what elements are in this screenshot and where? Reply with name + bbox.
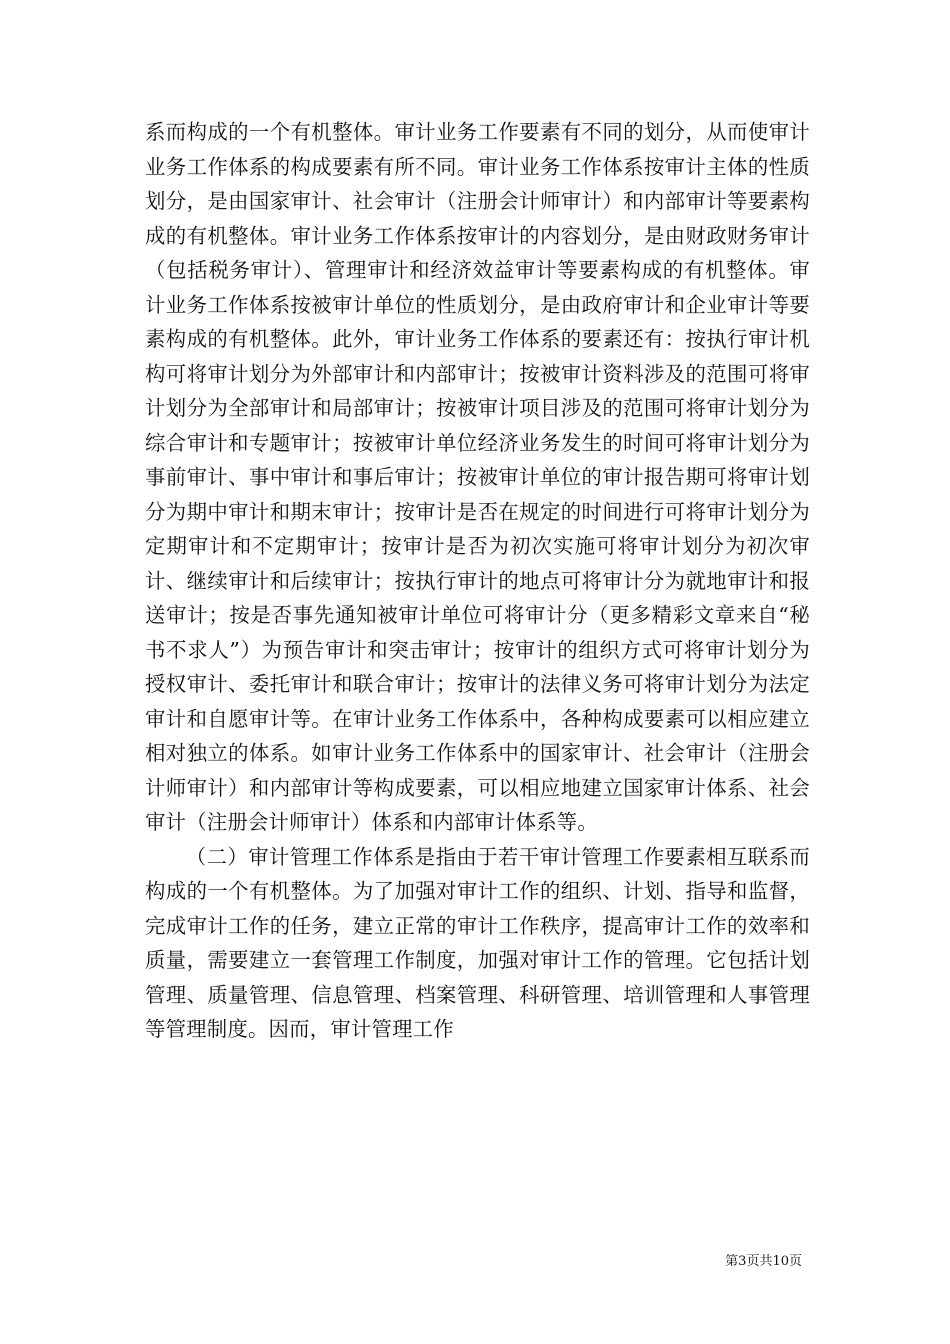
body-paragraph-1: 系而构成的一个有机整体。审计业务工作要素有不同的划分，从而使审计业务工作体系的构成要素有所不同。审计业务工作体系按审计主体的性质划分，是由国家审计、社会审计（注册会计师审计）和内部审计等要素构成的有机整体。审计业务工作体系按审计的内容划分，是由财政财务审计（包括税务审计）、管理审计和经济效益审计等要素构成的有机整体。审计业务工作体系按被审计单位的性质划分，是由政府审计和企业审计等要素构成的有机整体。此外，审计业务工作体系的要素还有：按执行审计机构可将审计划分为外部审计和内部审计；按被审计资料涉及的范围可将审计划分为全部审计和局部审计；按被审计项目涉及的范围可将审计划分为综合审计和专题审计；按被审计单位经济业务发生的时间可将审计划分为事前审计、事中审计和事后审计；按被审计单位的审计报告期可将审计划分为期中审计和期末审计；按审计是否在规定的时间进行可将审计划分为定期审计和不定期审计；按审计是否为初次实施可将审计划分为初次审计、继续审计和后续审计；按执行审计的地点可将审计分为就地审计和报送审计；按是否事先通知被审计单位可将审计分（更多精彩文章来自“秘书不求人”）为预告审计和突击审计；按审计的组织方式可将审计划分为授权审计、委托审计和联合审计；按审计的法律义务可将审计划分为法定审计和自愿审计等。在审计业务工作体系中，各种构成要素可以相应建立相对独立的体系。如审计业务工作体系中的国家审计、社会审计（注册会计师审计）和内部审计等构成要素，可以相应地建立国家审计体系、社会审计（注册会计师审计）体系和内部审计体系等。	[145, 120, 810, 834]
document-body	[145, 115, 810, 1047]
page-number-footer: 第3页共10页	[725, 1254, 802, 1269]
body-paragraph-2: （二）审计管理工作体系是指由于若干审计管理工作要素相互联系而构成的一个有机整体。为了加强对审计工作的组织、计划、指导和监督，完成审计工作的任务，建立正常的审计工作秩序，提高审计工作的效率和质量，需要建立一套管理工作制度，加强对审计工作的管理。它包括计划管理、质量管理、信息管理、档案管理、科研管理、培训管理和人事管理等管理制度。因而，审计管理工作	[145, 844, 810, 1041]
